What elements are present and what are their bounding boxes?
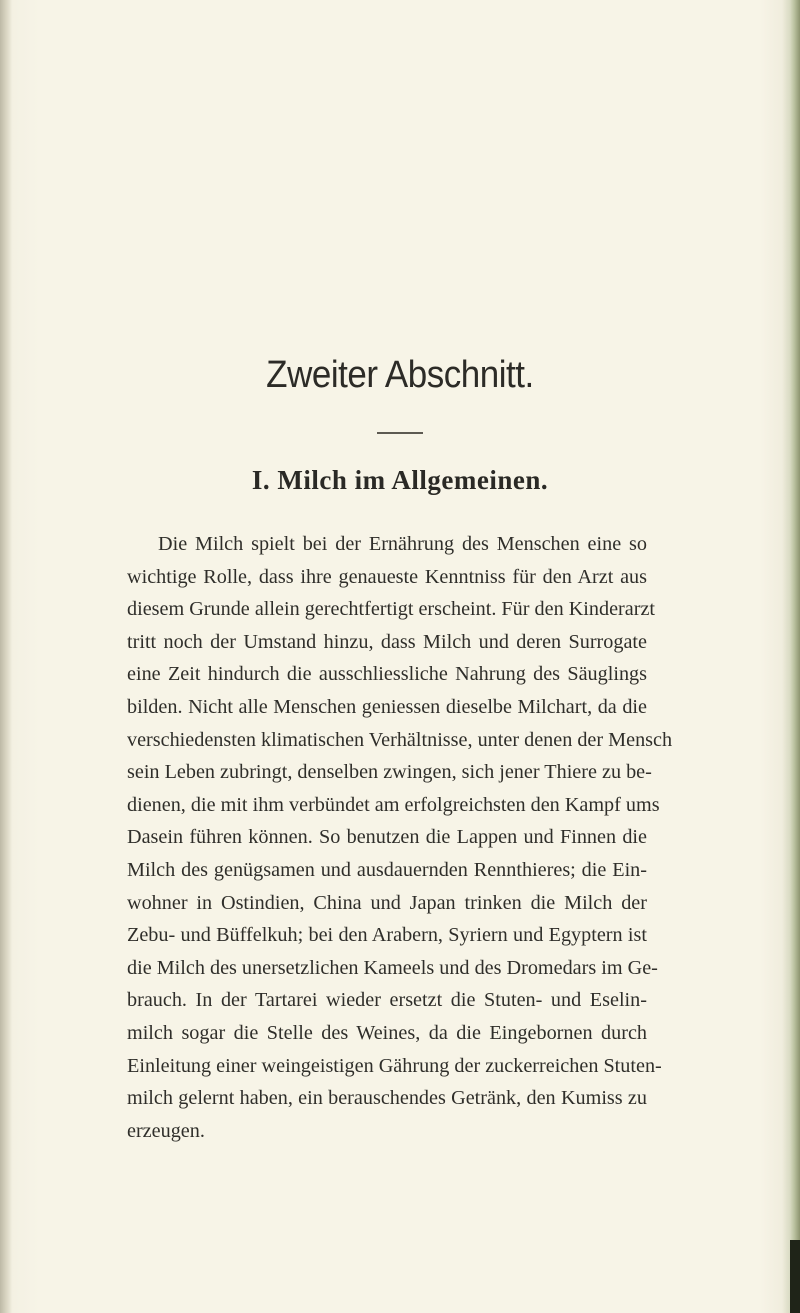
- text-line: tritt noch der Umstand hinzu, dass Milch und deren Surrogate: [127, 630, 647, 653]
- text-line: milch gelernt haben, ein berauschendes Getränk, den Kumiss zu: [127, 1087, 647, 1110]
- text-line: milch sogar die Stelle des Weines, da die Eingebornen durch: [127, 1021, 647, 1044]
- heading-rule: [377, 432, 423, 434]
- text-line: Dasein führen können. So benutzen die Lappen und Finnen die: [127, 826, 647, 849]
- binding-shadow: [0, 0, 12, 1313]
- text-line: verschiedensten klimatischen Verhältnisse, unter denen der Mensch: [127, 728, 673, 751]
- text-line: Milch des genügsamen und ausdauernden Rennthieres; die Ein-: [127, 858, 647, 881]
- text-line: Die Milch spielt bei der Ernährung des Menschen eine so: [158, 533, 647, 555]
- text-line: brauch. In der Tartarei wieder ersetzt die Stuten- und Eselin-: [127, 989, 647, 1012]
- text-line: dienen, die mit ihm verbündet am erfolgreichsten den Kampf ums: [127, 793, 660, 816]
- page-edge: [782, 0, 800, 1313]
- text-line: Zebu- und Büffelkuh; bei den Arabern, Syriern und Egyptern ist: [127, 924, 647, 947]
- text-line: Einleitung einer weingeistigen Gährung der zuckerreichen Stuten-: [127, 1054, 662, 1077]
- text-line: wohner in Ostindien, China und Japan trinken die Milch der: [127, 891, 647, 914]
- chapter-heading: I. Milch im Allgemeinen.: [251, 465, 549, 495]
- body-paragraph: [127, 528, 673, 1147]
- section-heading: Zweiter Abschnitt.: [266, 354, 534, 396]
- text-line: sein Leben zubringt, denselben zwingen, sich jener Thiere zu be-: [127, 761, 652, 784]
- page-edge-dark: [790, 1240, 800, 1313]
- text-line: bilden. Nicht alle Menschen geniessen dieselbe Milchart, da die: [127, 695, 647, 718]
- text-line: diesem Grunde allein gerechtfertigt erscheint. Für den Kinderarzt: [127, 598, 656, 621]
- text-line: die Milch des unersetzlichen Kameels und des Dromedars im Ge-: [127, 956, 658, 979]
- text-line: wichtige Rolle, dass ihre genaueste Kenntniss für den Arzt aus: [127, 565, 647, 588]
- text-line: erzeugen.: [127, 1119, 205, 1142]
- text-line: eine Zeit hindurch die ausschliessliche Nahrung des Säuglings: [127, 663, 647, 686]
